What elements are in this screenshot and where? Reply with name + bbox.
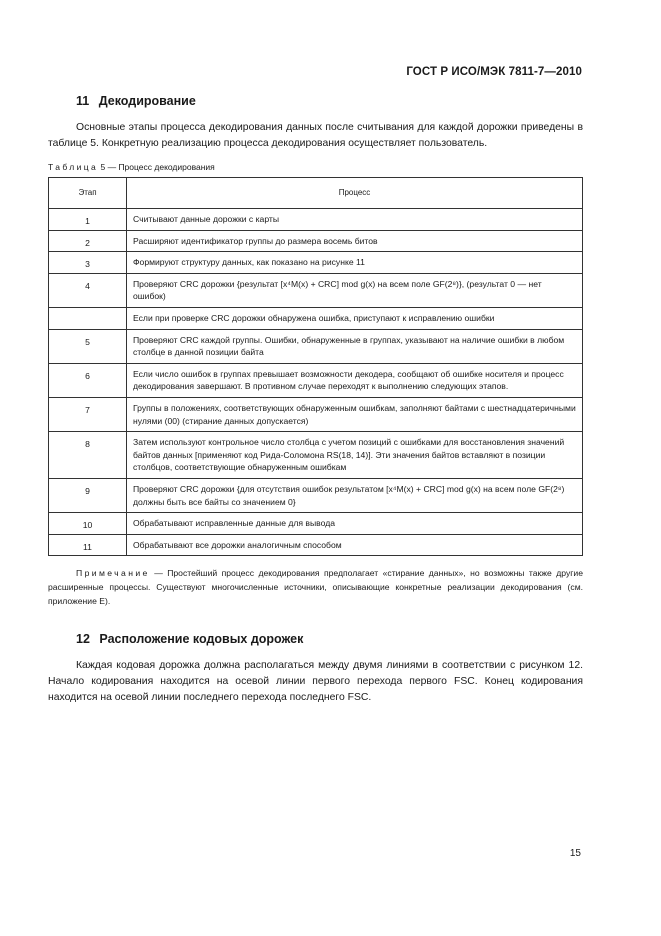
process-cell: Проверяют CRC дорожки {для отсутствия ошибок результатом [x⁴M(x) + CRC] mod g(x) на всем поле GF(2⁸) должны быть все байты со значением 0} — [127, 478, 583, 512]
table-caption-text: 5 — Процесс декодирования — [98, 162, 215, 172]
header-step: Этап — [49, 178, 127, 209]
step-cell: 3 — [49, 252, 127, 274]
table-row — [49, 307, 583, 329]
step-cell: 4 — [49, 273, 127, 307]
process-cell: Если число ошибок в группах превышает возможности декодера, сообщают об ошибке носителя и процесс декодирования завершают. В противном случае переходят к выполнению следующих этапов. — [127, 363, 583, 397]
process-cell: Группы в положениях, соответствующих обнаруженным ошибкам, заполняют байтами с шестнадцатеричными нулями (00) (стирание данных допускается) — [127, 397, 583, 431]
table-row — [49, 397, 583, 431]
process-cell: Если при проверке CRC дорожки обнаружена ошибка, приступают к исправлению ошибки — [127, 307, 583, 329]
section-11-title — [76, 94, 196, 108]
step-cell: 11 — [49, 534, 127, 556]
section-12-number: 12 — [76, 632, 90, 646]
section-12-title — [76, 632, 303, 646]
section-12-paragraph-text: Каждая кодовая дорожка должна располагаться между двумя линиями в соответствии с рисунком 12. Начало кодирования находится на осевой линии первого перехода первого FSC. Конец кодирования находится на осевой линии последнего перехода последнего FSC. — [48, 660, 583, 703]
step-cell: 6 — [49, 363, 127, 397]
step-cell: 9 — [49, 478, 127, 512]
table-row — [49, 273, 583, 307]
table-row — [49, 432, 583, 479]
table-row — [49, 363, 583, 397]
table-row — [49, 252, 583, 274]
table-row — [49, 230, 583, 252]
table-note — [48, 566, 583, 608]
process-cell: Формируют структуру данных, как показано на рисунке 11 — [127, 252, 583, 274]
step-cell: 2 — [49, 230, 127, 252]
step-cell: 1 — [49, 209, 127, 231]
table-header-row — [49, 178, 583, 209]
decoding-process-table — [48, 177, 583, 556]
step-cell — [49, 307, 127, 329]
section-11-paragraph-text: Основные этапы процесса декодирования данных после считывания для каждой дорожки приведены в таблице 5. Конкретную реализацию процесса декодирования осуществляет пользователь. — [48, 122, 583, 149]
page-number: 15 — [569, 848, 581, 859]
section-12-heading: Расположение кодовых дорожек — [99, 632, 304, 646]
process-cell: Проверяют CRC каждой группы. Ошибки, обнаруженные в группах, указывают на наличие ошибки в любом столбце в данной позиции байта — [127, 329, 583, 363]
step-cell: 8 — [49, 432, 127, 479]
table-row — [49, 478, 583, 512]
section-11-heading: Декодирование — [98, 94, 196, 108]
table-caption-word: Таблица — [48, 162, 99, 172]
table-row — [49, 209, 583, 231]
process-cell: Считывают данные дорожки с карты — [127, 209, 583, 231]
table-row — [49, 329, 583, 363]
table-row — [49, 534, 583, 556]
header-process: Процесс — [127, 178, 583, 209]
table-row — [49, 513, 583, 535]
process-cell: Обрабатывают все дорожки аналогичным способом — [127, 534, 583, 556]
process-cell: Проверяют CRC дорожки {результат [x⁴M(x) + CRC] mod g(x) на всем поле GF(2⁸)}, (результат 0 — нет ошибок) — [127, 273, 583, 307]
section-11-paragraph — [48, 120, 583, 152]
process-cell: Затем используют контрольное число столбца с учетом позиций с ошибками для восстановления значений байтов данных [применяют код Рида-Соломона RS(18, 14)]. Эти значения байтов вставляют в позиции столбцов, соответствующие обнаруженным ошибкам — [127, 432, 583, 479]
note-label: Примечание — [76, 568, 150, 578]
process-cell: Расширяют идентификатор группы до размера восемь битов — [127, 230, 583, 252]
table-caption — [48, 162, 215, 172]
step-cell: 5 — [49, 329, 127, 363]
process-cell: Обрабатывают исправленные данные для вывода — [127, 513, 583, 535]
section-12-paragraph — [48, 658, 583, 706]
section-11-number: 11 — [76, 94, 90, 108]
note-text: — Простейший процесс декодирования предполагает «стирание данных», но возможны также другие расширенные процессы. Существуют многочисленные источники, описывающие конкретные реализации декодирования (см. приложение Е). — [48, 568, 583, 606]
step-cell: 7 — [49, 397, 127, 431]
document-code: ГОСТ Р ИСО/МЭК 7811-7—2010 — [406, 66, 582, 78]
step-cell: 10 — [49, 513, 127, 535]
